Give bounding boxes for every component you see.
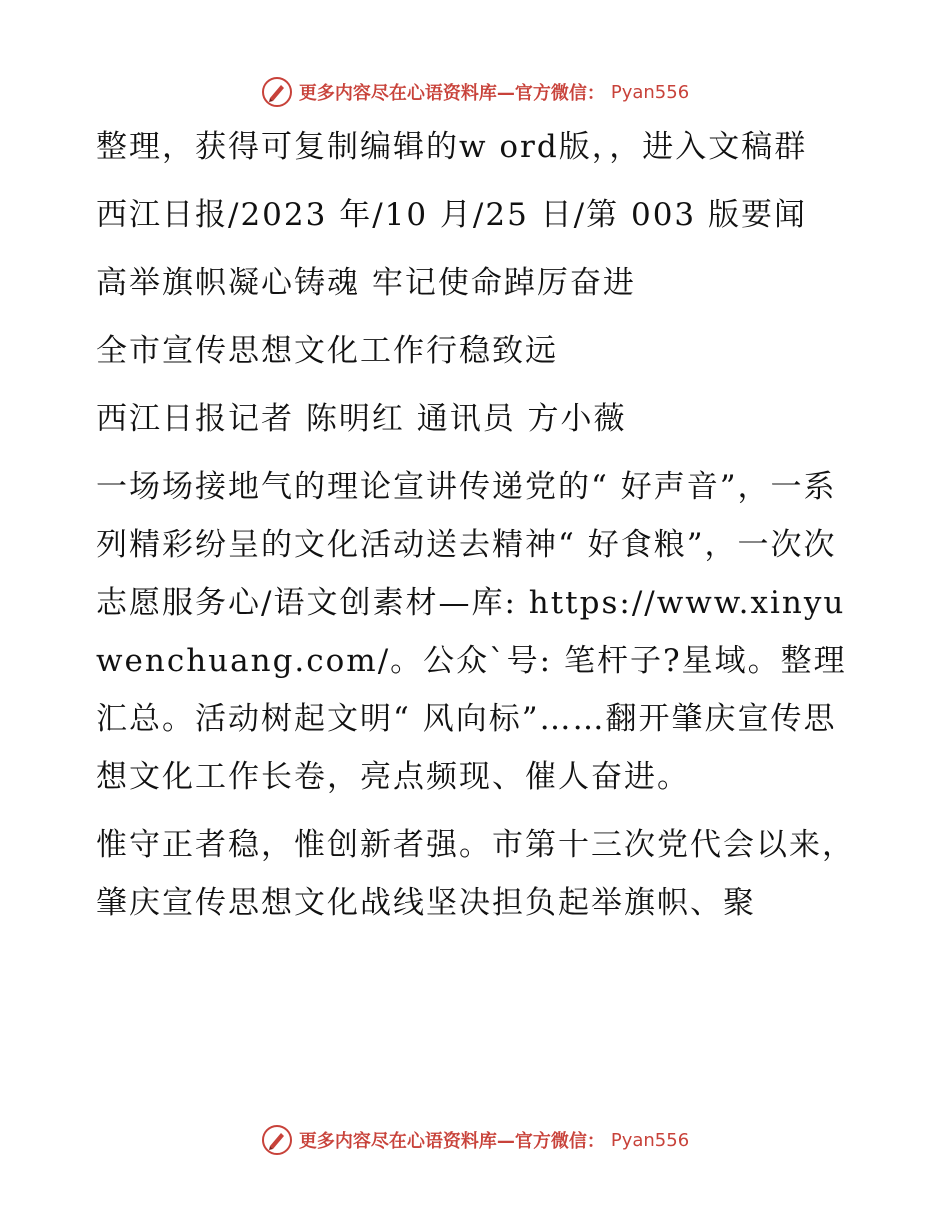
pen-logo-icon bbox=[261, 1124, 293, 1156]
banner-contact: Pyan556 bbox=[610, 81, 690, 103]
pen-logo-icon bbox=[261, 76, 293, 108]
headline-main: 高举旗帜凝心铸魂 牢记使命踔厉奋进 bbox=[96, 265, 636, 301]
paragraph-intro: 整理，获得可复制编辑的w ord版，，进入文稿群 bbox=[96, 129, 808, 165]
document-body bbox=[96, 118, 856, 942]
paragraph-source: 西江日报/2023 年/10 月/25 日/第 003 版要闻 bbox=[96, 197, 808, 233]
paragraph-body: 惟守正者稳，惟创新者强。市第十三次党代会以来，肇庆宣传思想文化战线坚决担负起举旗帜、聚 bbox=[96, 827, 855, 921]
banner-text: 更多内容尽在心语资料库—官方微信： bbox=[298, 1131, 605, 1152]
header-banner bbox=[0, 72, 950, 112]
byline: 西江日报记者 陈明红 通讯员 方小薇 bbox=[96, 401, 627, 437]
banner-contact: Pyan556 bbox=[610, 1129, 690, 1151]
headline-sub: 全市宣传思想文化工作行稳致远 bbox=[96, 333, 558, 369]
paragraph-lead: 一场场接地气的理论宣讲传递党的“ 好声音”，一系列精彩纷呈的文化活动送去精神“ 好食粮”，一次次志愿服务心/语文创素材—库: https://www.xinyuwenchuang.com/。公众`号: 笔杆子?星域。整理汇总。活动树起文明“ 风向标”……翻开肇庆宣传思想文化工作长卷，亮点频现、催人奋进。 bbox=[96, 469, 847, 795]
banner-text: 更多内容尽在心语资料库—官方微信： bbox=[298, 83, 605, 104]
footer-banner bbox=[0, 1120, 950, 1160]
